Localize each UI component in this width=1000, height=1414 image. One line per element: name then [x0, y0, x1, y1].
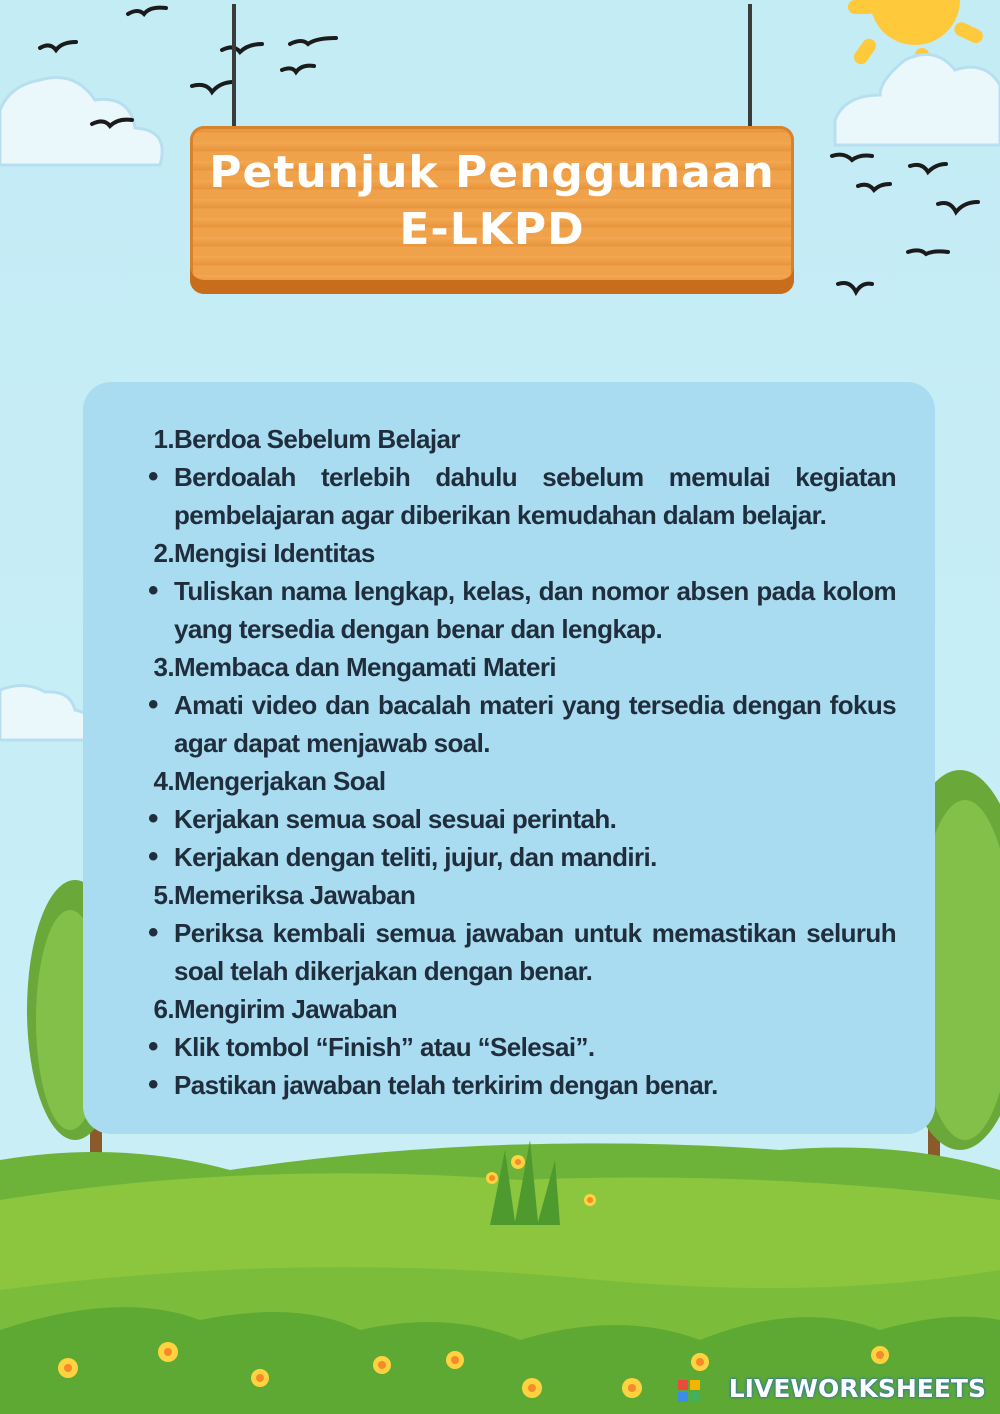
bullet-icon: •	[148, 802, 158, 835]
list-item	[150, 838, 896, 876]
page-title	[190, 144, 794, 258]
watermark: LIVEWORKSHEETS	[728, 1374, 986, 1403]
bullet-icon: •	[148, 460, 158, 493]
list-item	[150, 1066, 896, 1104]
list-item-text: Berdoalah terlebih dahulu sebelum memulai kegiatan pembelajaran agar diberikan kemudahan dalam belajar.	[174, 462, 896, 530]
list-item	[150, 572, 896, 648]
list-item-text: Kerjakan semua soal sesuai perintah.	[174, 804, 617, 834]
instructions-list	[150, 420, 896, 1104]
step-heading	[150, 762, 896, 800]
step-heading-text: Mengisi Identitas	[174, 538, 375, 568]
bullet-icon: •	[148, 1068, 158, 1101]
step-number: 6.	[153, 994, 174, 1024]
list-item	[150, 914, 896, 990]
wooden-sign	[190, 126, 794, 294]
title-line-1: Petunjuk Penggunaan	[209, 147, 775, 198]
step-heading	[150, 990, 896, 1028]
step-heading	[150, 420, 896, 458]
step-heading-text: Mengirim Jawaban	[174, 994, 398, 1024]
list-item-text: Amati video dan bacalah materi yang tersedia dengan fokus agar dapat menjawab soal.	[174, 690, 896, 758]
list-item	[150, 686, 896, 762]
cloud-mid-left-icon	[0, 685, 93, 740]
list-item-text: Pastikan jawaban telah terkirim dengan benar.	[174, 1070, 718, 1100]
list-item-text: Klik tombol “Finish” atau “Selesai”.	[174, 1032, 595, 1062]
list-item-text: Tuliskan nama lengkap, kelas, dan nomor absen pada kolom yang tersedia dengan benar dan lengkap.	[174, 576, 896, 644]
step-number: 4.	[153, 766, 174, 796]
list-item-text: Periksa kembali semua jawaban untuk memastikan seluruh soal telah dikerjakan dengan benar.	[174, 918, 896, 986]
step-heading	[150, 648, 896, 686]
step-number: 1.	[153, 424, 174, 454]
cloud-right-icon	[835, 54, 1000, 145]
step-number: 3.	[153, 652, 174, 682]
step-heading	[150, 534, 896, 572]
list-item	[150, 458, 896, 534]
step-heading-text: Membaca dan Mengamati Materi	[174, 652, 556, 682]
list-item-text: Kerjakan dengan teliti, jujur, dan mandiri.	[174, 842, 657, 872]
list-item	[150, 1028, 896, 1066]
bullet-icon: •	[148, 688, 158, 721]
step-heading-text: Mengerjakan Soal	[174, 766, 386, 796]
step-number: 2.	[153, 538, 174, 568]
bullet-icon: •	[148, 1030, 158, 1063]
step-heading-text: Memeriksa Jawaban	[174, 880, 416, 910]
step-heading-text: Berdoa Sebelum Belajar	[174, 424, 460, 454]
liveworksheets-logo-icon	[678, 1380, 700, 1402]
step-number: 5.	[153, 880, 174, 910]
title-line-2: E-LKPD	[399, 204, 585, 256]
list-item	[150, 800, 896, 838]
step-heading	[150, 876, 896, 914]
bullet-icon: •	[148, 840, 158, 873]
bullet-icon: •	[148, 916, 158, 949]
cloud-left-icon	[0, 78, 162, 166]
bullet-icon: •	[148, 574, 158, 607]
